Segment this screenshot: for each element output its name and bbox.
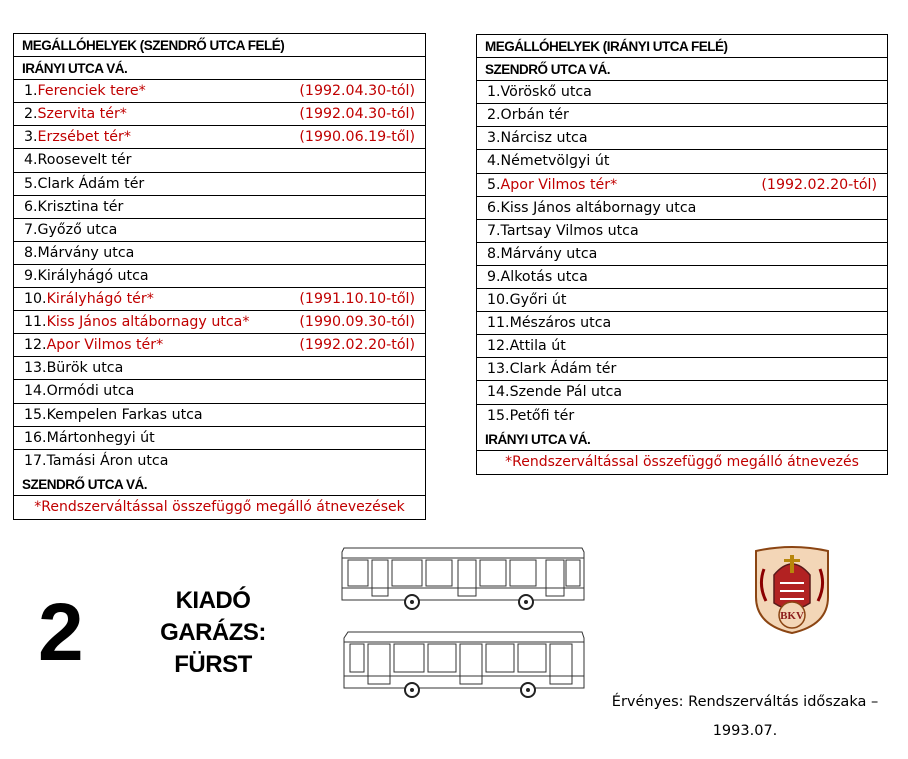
stop-row xyxy=(14,80,425,103)
renaming-note: *Rendszerváltással összefüggő megálló átnevezések xyxy=(34,498,405,515)
stop-name: Tartsay Vilmos utca xyxy=(500,222,639,239)
stop-row xyxy=(477,220,887,243)
stop-row xyxy=(477,127,887,150)
stop-row xyxy=(477,381,887,404)
stops-table-towards-iranyi xyxy=(476,34,888,475)
stop-row xyxy=(14,404,425,427)
stop-name: Szende Pál utca xyxy=(509,384,623,401)
stop-name: Clark Ádám tér xyxy=(37,175,145,192)
stop-row xyxy=(477,405,887,428)
stop-number: 1. xyxy=(487,84,501,101)
stop-row xyxy=(14,334,425,357)
stop-row xyxy=(14,149,425,172)
stop-name: Krisztina tér xyxy=(37,198,124,215)
stop-row xyxy=(14,103,425,126)
table-header: MEGÁLLÓHELYEK (SZENDRŐ UTCA FELÉ) xyxy=(14,34,425,57)
stop-name: Alkotás utca xyxy=(500,268,588,285)
stop-number: 2. xyxy=(487,107,501,124)
stop-number: 16. xyxy=(24,429,47,446)
stop-row xyxy=(477,312,887,335)
stop-number: 7. xyxy=(487,222,501,239)
stop-row xyxy=(477,266,887,289)
rename-date: (1992.04.30-tól) xyxy=(299,83,415,100)
stop-name: Mészáros utca xyxy=(509,315,612,332)
stop-number: 9. xyxy=(487,268,501,285)
stop-row xyxy=(14,311,425,334)
start-terminus: IRÁNYI UTCA VÁ. xyxy=(14,57,425,80)
stop-name: Vöröskő utca xyxy=(500,84,592,101)
logo-text: BKV xyxy=(780,610,804,622)
stop-name: Márvány utca xyxy=(37,244,135,261)
bus-side-view-icon xyxy=(338,628,588,700)
bus-side-view-icon xyxy=(338,544,588,612)
garage-info xyxy=(123,585,303,681)
stop-row xyxy=(477,150,887,173)
stop-row xyxy=(14,219,425,242)
line-number: 2 xyxy=(38,587,84,678)
end-terminus: SZENDRŐ UTCA VÁ. xyxy=(14,473,425,496)
stop-number: 1. xyxy=(24,83,38,100)
stop-number: 4. xyxy=(487,153,501,170)
stop-number: 5. xyxy=(24,175,38,192)
stop-number: 3. xyxy=(487,130,501,147)
stop-name: Roosevelt tér xyxy=(37,152,132,169)
rename-date: (1990.06.19-től) xyxy=(299,129,415,146)
validity-period: Érvényes: Rendszerváltás időszaka – xyxy=(611,694,879,710)
garage-label: KIADÓ GARÁZS: xyxy=(160,587,266,646)
stop-name: Kiss János altábornagy utca xyxy=(500,199,697,216)
bkv-coat-of-arms-icon xyxy=(752,545,832,635)
stop-row xyxy=(477,335,887,358)
stop-row xyxy=(477,243,887,266)
renaming-note: *Rendszerváltással összefüggő megálló átnevezés xyxy=(505,453,859,470)
stop-row xyxy=(477,289,887,312)
stop-name: Kempelen Farkas utca xyxy=(46,406,203,423)
end-terminus: IRÁNYI UTCA VÁ. xyxy=(477,428,887,451)
stop-number: 15. xyxy=(24,406,47,423)
stop-number: 14. xyxy=(487,384,510,401)
stop-name: Tamási Áron utca xyxy=(46,452,169,469)
stop-name: Győző utca xyxy=(37,221,118,238)
stop-name: Clark Ádám tér xyxy=(509,361,617,378)
stop-list xyxy=(477,81,887,427)
stop-number: 8. xyxy=(24,244,38,261)
stop-number: 6. xyxy=(487,199,501,216)
start-terminus: SZENDRŐ UTCA VÁ. xyxy=(477,58,887,81)
table-header: MEGÁLLÓHELYEK (IRÁNYI UTCA FELÉ) xyxy=(477,35,887,58)
rename-date: (1991.10.10-től) xyxy=(299,291,415,308)
stop-name: Petőfi tér xyxy=(509,407,575,424)
stop-number: 10. xyxy=(24,291,47,308)
stop-row xyxy=(14,196,425,219)
stop-number: 4. xyxy=(24,152,38,169)
stop-number: 7. xyxy=(24,221,38,238)
stop-row xyxy=(14,450,425,473)
rename-date: (1992.04.30-tól) xyxy=(299,106,415,123)
stop-row xyxy=(14,173,425,196)
stop-name: Nárcisz utca xyxy=(500,130,588,147)
stop-number: 5. xyxy=(487,176,501,193)
stop-row xyxy=(477,81,887,104)
rename-date: (1992.02.20-tól) xyxy=(761,176,877,193)
stop-name: Bürök utca xyxy=(46,360,124,377)
stop-row xyxy=(14,242,425,265)
stop-name: Szervita tér* xyxy=(37,106,127,123)
stop-name: Orbán tér xyxy=(500,107,569,124)
stop-number: 11. xyxy=(487,315,510,332)
stop-number: 14. xyxy=(24,383,47,400)
stop-number: 10. xyxy=(487,292,510,309)
stop-name: Németvölgyi út xyxy=(500,153,610,170)
stop-row xyxy=(14,380,425,403)
stop-row xyxy=(14,126,425,149)
stop-name: Apor Vilmos tér* xyxy=(46,337,164,354)
stop-row xyxy=(477,197,887,220)
stop-name: Győri út xyxy=(509,292,567,309)
validity-date: 1993.07. xyxy=(712,723,778,739)
stop-name: Márvány utca xyxy=(500,245,598,262)
stop-number: 8. xyxy=(487,245,501,262)
stop-row xyxy=(14,357,425,380)
stop-name: Királyhágó tér* xyxy=(46,291,154,308)
stop-row xyxy=(14,427,425,450)
stop-number: 13. xyxy=(487,361,510,378)
stop-name: Mártonhegyi út xyxy=(46,429,155,446)
stop-name: Királyhágó utca xyxy=(37,267,149,284)
validity-note xyxy=(600,688,890,746)
garage-name: FÜRST xyxy=(174,651,252,678)
stop-number: 15. xyxy=(487,407,510,424)
stop-number: 6. xyxy=(24,198,38,215)
stop-name: Attila út xyxy=(509,338,566,355)
stop-name: Ormódi utca xyxy=(46,383,135,400)
stop-number: 17. xyxy=(24,452,47,469)
stop-list xyxy=(14,80,425,473)
stop-number: 11. xyxy=(24,314,47,331)
stop-number: 13. xyxy=(24,360,47,377)
stop-row xyxy=(477,358,887,381)
rename-date: (1992.02.20-tól) xyxy=(299,337,415,354)
stop-name: Kiss János altábornagy utca* xyxy=(46,314,250,331)
stops-table-towards-szendro xyxy=(13,33,426,520)
stop-number: 3. xyxy=(24,129,38,146)
stop-row xyxy=(477,174,887,197)
stop-row xyxy=(14,288,425,311)
rename-date: (1990.09.30-tól) xyxy=(299,314,415,331)
stop-row xyxy=(477,104,887,127)
stop-number: 12. xyxy=(24,337,47,354)
stop-name: Erzsébet tér* xyxy=(37,129,131,146)
stop-number: 9. xyxy=(24,267,38,284)
stop-name: Ferenciek tere* xyxy=(37,83,146,100)
stop-number: 2. xyxy=(24,106,38,123)
stop-number: 12. xyxy=(487,338,510,355)
stop-row xyxy=(14,265,425,288)
stop-name: Apor Vilmos tér* xyxy=(500,176,618,193)
